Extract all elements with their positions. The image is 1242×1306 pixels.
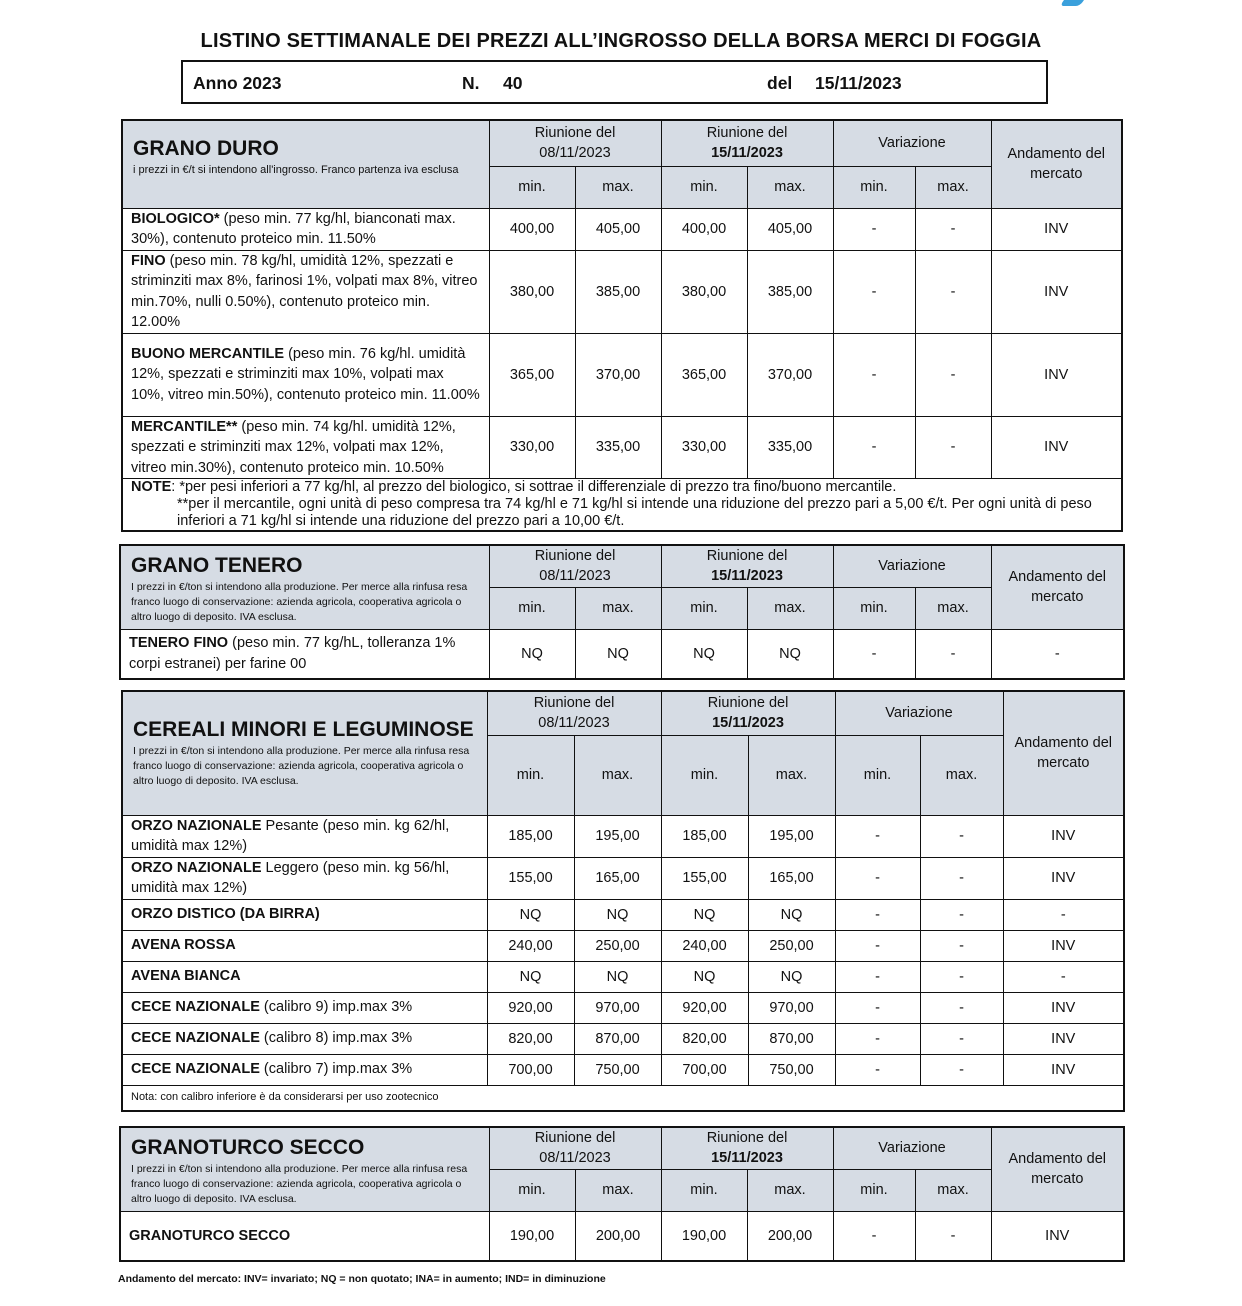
price-cell: 240,00 (487, 930, 574, 961)
trend-cell: INV (1003, 857, 1124, 899)
price-cell: 165,00 (748, 857, 835, 899)
trend-cell: INV (1003, 1054, 1124, 1085)
product-description: CECE NAZIONALE (calibro 8) imp.max 3% (122, 1023, 487, 1054)
price-cell: NQ (574, 961, 661, 992)
price-cell: 920,00 (661, 992, 748, 1023)
price-cell: NQ (575, 629, 661, 679)
product-description: FINO (peso min. 78 kg/hl, umidità 12%, spezzati e striminziti max 8%, farinosi 1%, volpati max 8%, vitreo min.70%, nulli 0.50%), contenuto proteico min. 12.00% (122, 250, 489, 333)
min-label: min. (833, 166, 915, 208)
note-row (122, 1085, 1124, 1111)
section-header (122, 691, 487, 815)
variation-cell: - (835, 1054, 920, 1085)
product-description: AVENA BIANCA (122, 961, 487, 992)
section-title: GRANO DURO (133, 137, 279, 160)
variation-cell: - (833, 629, 915, 679)
variazione-header: Variazione (833, 120, 991, 166)
price-cell: 820,00 (661, 1023, 748, 1054)
table-row (122, 416, 1122, 479)
section-subtitle: I prezzi in €/ton si intendono alla produzione. Per merce alla rinfusa resa franco luogo di conservazione: azienda agricola, cooperativa agricola o altro luogo di deposito. IVA esclusa. (131, 1163, 468, 1205)
variation-cell: - (835, 961, 920, 992)
price-cell: 750,00 (748, 1054, 835, 1085)
price-cell: 335,00 (747, 416, 833, 479)
andamento-header: Andamento del mercato (991, 120, 1122, 208)
curr-meeting-header: Riunione del 15/11/2023 (661, 1127, 833, 1169)
price-cell: 165,00 (574, 857, 661, 899)
andamento-header: Andamento del mercato (991, 1127, 1124, 1211)
table-row (122, 1023, 1124, 1054)
table-row (120, 629, 1124, 679)
section-note: Nota: con calibro inferiore è da considerarsi per uso zootecnico (122, 1085, 1124, 1111)
min-label: min. (835, 735, 920, 815)
price-cell: 385,00 (747, 250, 833, 333)
andamento-header: Andamento del mercato (991, 545, 1124, 629)
price-cell: 405,00 (747, 208, 833, 250)
del-label: del (767, 73, 793, 93)
variation-cell: - (920, 992, 1003, 1023)
table-row (122, 930, 1124, 961)
variation-cell: - (915, 1211, 991, 1261)
variation-cell: - (920, 1054, 1003, 1085)
variation-cell: - (920, 930, 1003, 961)
variation-cell: - (833, 416, 915, 479)
section-title: CEREALI MINORI E LEGUMINOSE (133, 717, 474, 741)
price-cell: NQ (748, 899, 835, 930)
table-row (120, 1211, 1124, 1261)
price-cell: 155,00 (487, 857, 574, 899)
min-label: min. (489, 1169, 575, 1211)
variation-cell: - (920, 815, 1003, 857)
variation-cell: - (920, 899, 1003, 930)
min-label: min. (661, 735, 748, 815)
price-cell: 820,00 (487, 1023, 574, 1054)
max-label: max. (920, 735, 1003, 815)
table-grano-duro (121, 119, 1123, 532)
section-note: NOTE: *per pesi inferiori a 77 kg/hl, al prezzo del biologico, si sottrae il differenziale di prezzo tra fino/buono mercantile. **per il mercantile, ogni unità di peso compresa tra 74 kg/hl e 71 kg/hl si intende una riduzione del prezzo pari a 5,00 €/t. Per ogni unità di peso inferiori a 71 kg/hl si intende una riduzione del prezzo pari a 10,00 €/t. (122, 479, 1122, 532)
legend-footer: Andamento del mercato: INV= invariato; NQ = non quotato; INA= in aumento; IND= in diminuzione (118, 1273, 606, 1285)
trend-cell: INV (991, 208, 1122, 250)
variation-cell: - (835, 857, 920, 899)
variazione-header: Variazione (833, 545, 991, 587)
max-label: max. (748, 735, 835, 815)
table-row (122, 250, 1122, 333)
price-cell: NQ (661, 961, 748, 992)
max-label: max. (574, 735, 661, 815)
price-cell: 185,00 (661, 815, 748, 857)
price-cell: 250,00 (748, 930, 835, 961)
min-label: min. (833, 587, 915, 629)
price-cell: NQ (487, 961, 574, 992)
price-cell: 870,00 (574, 1023, 661, 1054)
trend-cell: INV (991, 250, 1122, 333)
section-subtitle: i prezzi in €/t si intendono all'ingrosso. Franco partenza iva esclusa (133, 164, 459, 176)
price-cell: 200,00 (575, 1211, 661, 1261)
prev-meeting-header: Riunione del 08/11/2023 (487, 691, 661, 735)
trend-cell: INV (1003, 930, 1124, 961)
prev-meeting-header: Riunione del 08/11/2023 (489, 1127, 661, 1169)
min-label: min. (661, 166, 747, 208)
section-subtitle: I prezzi in €/ton si intendono alla produzione. Per merce alla rinfusa resa franco luogo di conservazione: azienda agricola, cooperativa agricola o altro luogo di deposito. IVA esclusa. (131, 581, 468, 623)
table-grano-tenero (119, 544, 1125, 680)
price-cell: 750,00 (574, 1054, 661, 1085)
numero-value: 40 (503, 73, 523, 93)
variation-cell: - (915, 208, 991, 250)
trend-cell: INV (1003, 1023, 1124, 1054)
price-cell: NQ (661, 629, 747, 679)
price-cell: 365,00 (661, 333, 747, 416)
variation-cell: - (835, 930, 920, 961)
variation-cell: - (835, 815, 920, 857)
min-label: min. (661, 587, 747, 629)
product-description: CECE NAZIONALE (calibro 7) imp.max 3% (122, 1054, 487, 1085)
price-cell: 920,00 (487, 992, 574, 1023)
product-description: ORZO DISTICO (DA BIRRA) (122, 899, 487, 930)
variation-cell: - (920, 961, 1003, 992)
max-label: max. (747, 587, 833, 629)
product-description: AVENA ROSSA (122, 930, 487, 961)
table-row (122, 857, 1124, 899)
price-cell: 195,00 (748, 815, 835, 857)
variation-cell: - (915, 629, 991, 679)
price-cell: 365,00 (489, 333, 575, 416)
variation-cell: - (835, 899, 920, 930)
del-date: 15/11/2023 (815, 73, 902, 93)
variation-cell: - (833, 208, 915, 250)
product-description: ORZO NAZIONALE Leggero (peso min. kg 56/hl, umidità max 12%) (122, 857, 487, 899)
table-row (122, 1054, 1124, 1085)
price-cell: 190,00 (661, 1211, 747, 1261)
price-cell: 190,00 (489, 1211, 575, 1261)
price-cell: 195,00 (574, 815, 661, 857)
trend-cell: INV (991, 416, 1122, 479)
min-label: min. (487, 735, 574, 815)
section-header (120, 1127, 489, 1211)
product-description: GRANOTURCO SECCO (120, 1211, 489, 1261)
section-title: GRANOTURCO SECCO (131, 1136, 365, 1159)
variation-cell: - (915, 250, 991, 333)
min-label: min. (489, 587, 575, 629)
curr-meeting-header: Riunione del 15/11/2023 (661, 120, 833, 166)
price-cell: 970,00 (748, 992, 835, 1023)
table-row (122, 961, 1124, 992)
price-cell: 200,00 (747, 1211, 833, 1261)
section-subtitle: I prezzi in €/ton si intendono alla produzione. Per merce alla rinfusa resa franco luogo di conservazione: azienda agricola, cooperativa agricola o altro luogo di deposito. IVA esclusa. (133, 744, 470, 787)
price-cell: NQ (487, 899, 574, 930)
max-label: max. (575, 166, 661, 208)
max-label: max. (575, 587, 661, 629)
price-cell: 370,00 (575, 333, 661, 416)
table-row (122, 208, 1122, 250)
variazione-header: Variazione (835, 691, 1003, 735)
price-cell: 870,00 (748, 1023, 835, 1054)
product-description: BIOLOGICO* (peso min. 77 kg/hl, bianconati max. 30%), contenuto proteico min. 11.50% (122, 208, 489, 250)
section-header (120, 545, 489, 629)
variation-cell: - (920, 857, 1003, 899)
table-row (122, 815, 1124, 857)
price-cell: 240,00 (661, 930, 748, 961)
price-cell: 330,00 (661, 416, 747, 479)
price-cell: NQ (574, 899, 661, 930)
prev-meeting-header: Riunione del 08/11/2023 (489, 120, 661, 166)
product-description: ORZO NAZIONALE Pesante (peso min. kg 62/hl, umidità max 12%) (122, 815, 487, 857)
price-cell: 185,00 (487, 815, 574, 857)
price-cell: 385,00 (575, 250, 661, 333)
product-description: BUONO MERCANTILE (peso min. 76 kg/hl. umidità 12%, spezzati e striminziti max 10%, volpati max 10%, vitreo min.50%), contenuto proteico min. 11.00% (122, 333, 489, 416)
price-cell: 405,00 (575, 208, 661, 250)
min-label: min. (489, 166, 575, 208)
price-cell: 400,00 (489, 208, 575, 250)
price-cell: 335,00 (575, 416, 661, 479)
price-cell: 700,00 (661, 1054, 748, 1085)
price-cell: 400,00 (661, 208, 747, 250)
max-label: max. (747, 1169, 833, 1211)
product-description: TENERO FINO (peso min. 77 kg/hL, tolleranza 1% corpi estranei) per farine 00 (120, 629, 489, 679)
product-description: MERCANTILE** (peso min. 74 kg/hl. umidità 12%, spezzati e striminziti max 12%, volpati max 12%, vitreo min.30%), contenuto proteico min. 10.50% (122, 416, 489, 479)
max-label: max. (747, 166, 833, 208)
max-label: max. (915, 1169, 991, 1211)
trend-cell: - (991, 629, 1124, 679)
curr-meeting-header: Riunione del 15/11/2023 (661, 545, 833, 587)
table-granoturco-secco (119, 1126, 1125, 1262)
trend-cell: INV (991, 1211, 1124, 1261)
variazione-header: Variazione (833, 1127, 991, 1169)
note-row (122, 479, 1122, 532)
price-cell: NQ (748, 961, 835, 992)
trend-cell: - (1003, 961, 1124, 992)
table-row (122, 333, 1122, 416)
min-label: min. (661, 1169, 747, 1211)
product-description: CECE NAZIONALE (calibro 9) imp.max 3% (122, 992, 487, 1023)
price-cell: NQ (489, 629, 575, 679)
variation-cell: - (835, 1023, 920, 1054)
page-title: LISTINO SETTIMANALE DEI PREZZI ALL’INGROSSO DELLA BORSA MERCI DI FOGGIA (200, 30, 1042, 52)
variation-cell: - (915, 333, 991, 416)
max-label: max. (915, 166, 991, 208)
min-label: min. (833, 1169, 915, 1211)
max-label: max. (575, 1169, 661, 1211)
trend-cell: INV (991, 333, 1122, 416)
variation-cell: - (920, 1023, 1003, 1054)
variation-cell: - (833, 1211, 915, 1261)
table-row (122, 899, 1124, 930)
price-cell: 380,00 (489, 250, 575, 333)
price-cell: 250,00 (574, 930, 661, 961)
table-cereali-minori (121, 690, 1125, 1112)
price-cell: 380,00 (661, 250, 747, 333)
andamento-header: Andamento del mercato (1003, 691, 1124, 815)
max-label: max. (915, 587, 991, 629)
price-cell: 970,00 (574, 992, 661, 1023)
section-title: GRANO TENERO (131, 554, 303, 577)
listino-header-box (181, 60, 1048, 104)
price-cell: 370,00 (747, 333, 833, 416)
corner-decoration (1060, 0, 1088, 6)
price-cell: 700,00 (487, 1054, 574, 1085)
trend-cell: INV (1003, 992, 1124, 1023)
trend-cell: - (1003, 899, 1124, 930)
variation-cell: - (915, 416, 991, 479)
price-cell: NQ (661, 899, 748, 930)
table-row (122, 992, 1124, 1023)
variation-cell: - (833, 250, 915, 333)
price-cell: NQ (747, 629, 833, 679)
anno-label: Anno 2023 (193, 73, 282, 93)
numero-label: N. (462, 73, 480, 93)
price-cell: 330,00 (489, 416, 575, 479)
prev-meeting-header: Riunione del 08/11/2023 (489, 545, 661, 587)
curr-meeting-header: Riunione del 15/11/2023 (661, 691, 835, 735)
section-header (122, 120, 489, 208)
trend-cell: INV (1003, 815, 1124, 857)
variation-cell: - (833, 333, 915, 416)
variation-cell: - (835, 992, 920, 1023)
price-cell: 155,00 (661, 857, 748, 899)
